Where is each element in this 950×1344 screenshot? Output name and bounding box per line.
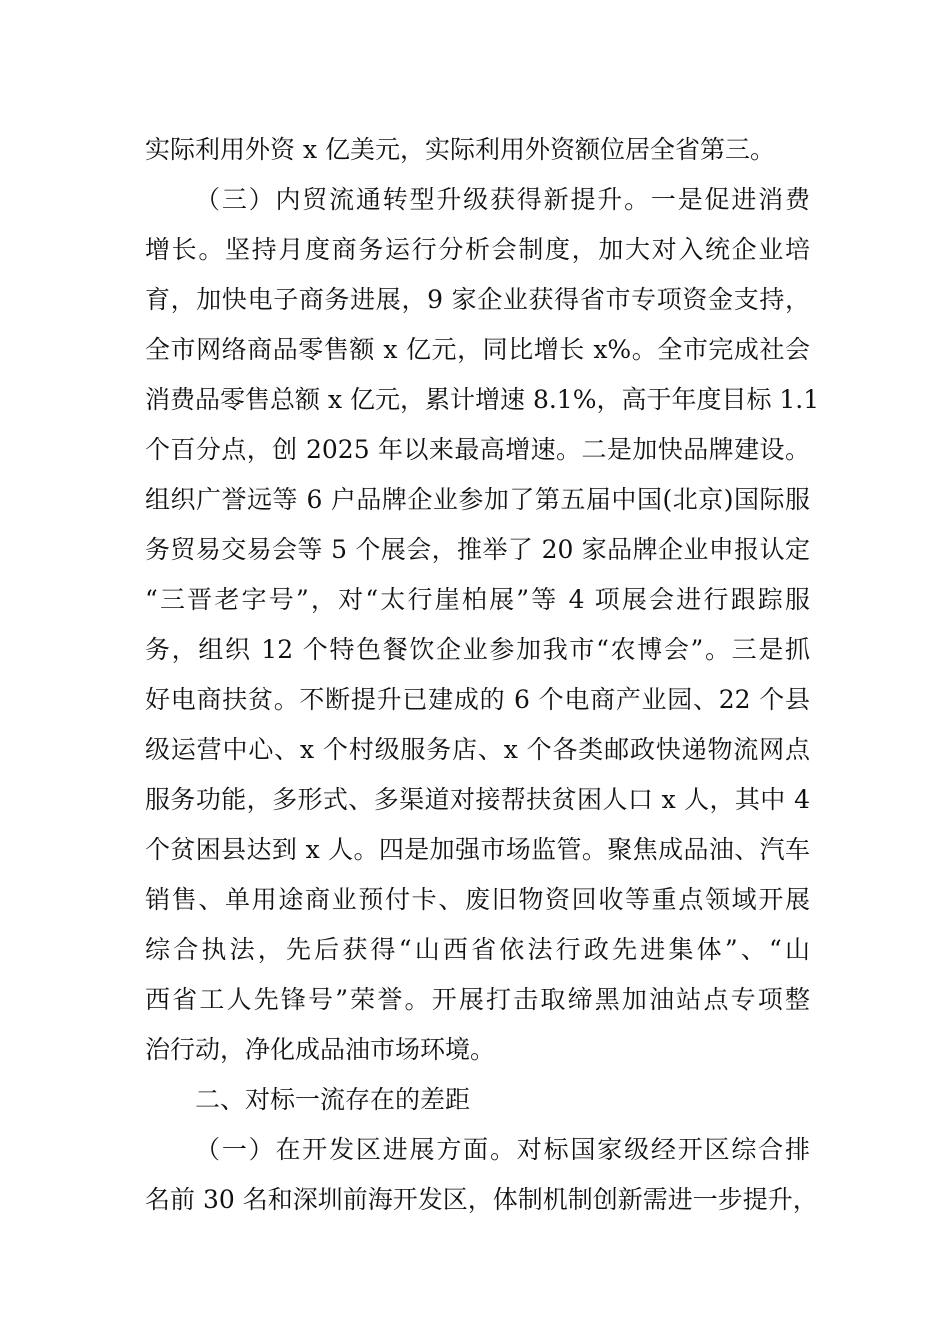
text-line-19: 治行动，净化成品油市场环境。	[145, 1035, 496, 1064]
text-line-15: 个贫困县达到 x 人。四是加强市场监管。聚焦成品油、汽车	[145, 835, 810, 864]
text-line-17: 综合执法，先后获得“山西省依法行政先进集体”、“山	[145, 935, 810, 964]
text-line-21: （一）在开发区进展方面。对标国家级经开区综合排	[195, 1135, 810, 1164]
text-line-1: 实际利用外资 x 亿美元，实际利用外资额位居全省第三。	[145, 135, 775, 164]
text-line-10: “三晋老字号”，对“太行崖柏展”等 4 项展会进行跟踪服	[145, 585, 810, 614]
text-line-8: 组织广誉远等 6 户品牌企业参加了第五届中国(北京)国际服	[145, 485, 810, 514]
text-line-2: （三）内贸流通转型升级获得新提升。一是促进消费	[195, 185, 810, 214]
text-line-5: 全市网络商品零售额 x 亿元，同比增长 x%。全市完成社会	[145, 335, 810, 364]
text-line-13: 级运营中心、x 个村级服务店、x 个各类邮政快递物流网点	[145, 735, 810, 764]
text-line-6: 消费品零售总额 x 亿元，累计增速 8.1%，高于年度目标 1.1	[145, 385, 820, 414]
text-line-14: 服务功能，多形式、多渠道对接帮扶贫困人口 x 人，其中 4	[145, 785, 810, 814]
text-line-22: 名前 30 名和深圳前海开发区，体制机制创新需进一步提升，	[145, 1185, 818, 1214]
text-line-4: 育，加快电子商务进展，9 家企业获得省市专项资金支持，	[145, 285, 810, 314]
text-line-16: 销售、单用途商业预付卡、废旧物资回收等重点领域开展	[145, 885, 810, 914]
text-line-12: 好电商扶贫。不断提升已建成的 6 个电商产业园、22 个县	[145, 685, 810, 714]
text-line-11: 务，组织 12 个特色餐饮企业参加我市“农博会”。三是抓	[145, 635, 810, 664]
text-line-18: 西省工人先锋号”荣誉。开展打击取缔黑加油站点专项整	[145, 985, 810, 1014]
text-line-9: 务贸易交易会等 5 个展会，推举了 20 家品牌企业申报认定	[145, 535, 810, 564]
section-heading: 二、对标一流存在的差距	[195, 1085, 471, 1114]
text-line-3: 增长。坚持月度商务运行分析会制度，加大对入统企业培	[145, 235, 810, 264]
text-line-7: 个百分点，创 2025 年以来最高增速。二是加快品牌建设。	[145, 435, 810, 464]
